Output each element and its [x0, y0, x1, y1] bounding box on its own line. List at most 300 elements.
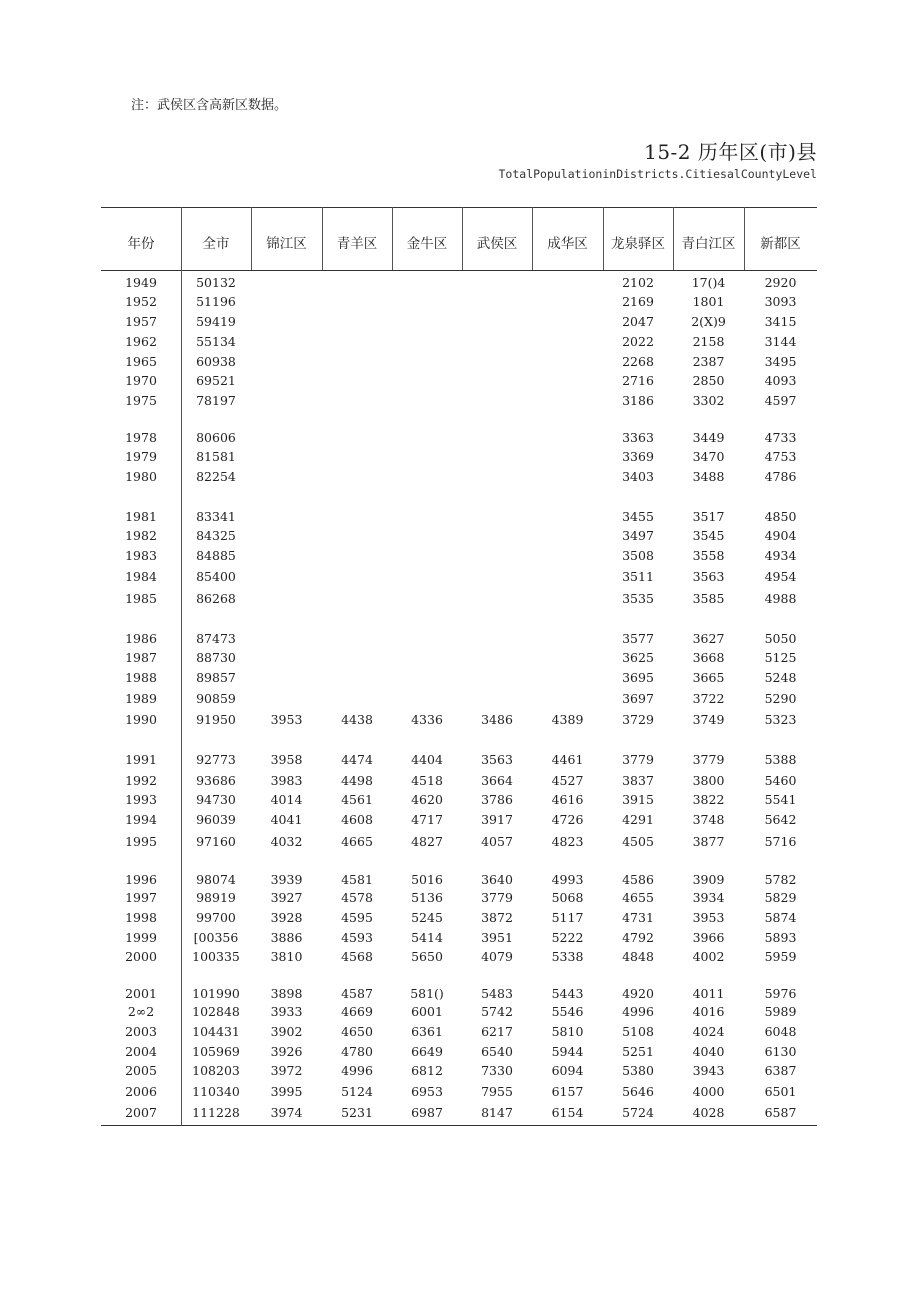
value-cell: 5460	[764, 773, 797, 788]
value-cell: 104431	[192, 1024, 240, 1039]
table-row	[101, 986, 817, 1004]
year-cell: 2004	[125, 1044, 157, 1059]
value-cell: 4904	[764, 528, 797, 543]
year-cell: 1990	[125, 712, 157, 727]
value-cell: 4093	[764, 373, 797, 388]
value-cell: 5380	[622, 1063, 654, 1078]
value-cell: 3729	[622, 712, 654, 727]
value-cell: 4568	[341, 949, 373, 964]
value-cell: 4461	[551, 752, 584, 767]
year-cell: 1982	[125, 528, 157, 543]
value-cell: 3517	[692, 509, 725, 524]
value-cell: 4498	[341, 773, 373, 788]
value-cell: 3983	[270, 773, 303, 788]
year-cell: 1975	[125, 393, 157, 408]
value-cell: 4389	[551, 712, 584, 727]
table-row	[101, 812, 817, 830]
year-cell: 2001	[125, 986, 157, 1001]
value-cell: 50132	[196, 275, 236, 290]
value-cell: 3927	[270, 890, 303, 905]
header-rule	[101, 270, 817, 271]
value-cell: 98919	[196, 890, 236, 905]
value-cell: 3369	[622, 449, 654, 464]
value-cell: 5483	[481, 986, 513, 1001]
table-row	[101, 872, 817, 890]
table-row	[101, 1024, 817, 1042]
table-row	[101, 373, 817, 391]
table-row	[101, 1004, 817, 1022]
value-cell: 4753	[764, 449, 797, 464]
table-row	[101, 1044, 817, 1062]
value-cell: 91950	[196, 712, 236, 727]
value-cell: [00356	[193, 930, 239, 945]
value-cell: 3495	[764, 354, 797, 369]
value-cell: 102848	[192, 1004, 240, 1019]
value-cell: 55134	[196, 334, 236, 349]
value-cell: 3877	[692, 834, 725, 849]
value-cell: 5650	[411, 949, 443, 964]
value-cell: 2047	[622, 314, 654, 329]
value-cell: 59419	[196, 314, 236, 329]
value-cell: 5290	[764, 691, 797, 706]
value-cell: 98074	[196, 872, 236, 887]
header-jinjiang: 锦江区	[266, 236, 307, 252]
value-cell: 3665	[692, 670, 725, 685]
value-cell: 4518	[411, 773, 443, 788]
value-cell: 2716	[622, 373, 654, 388]
value-cell: 4011	[692, 986, 725, 1001]
value-cell: 4608	[341, 812, 373, 827]
value-cell: 3577	[622, 631, 654, 646]
table-row	[101, 528, 817, 546]
value-cell: 3625	[622, 650, 654, 665]
value-cell: 5829	[764, 890, 797, 905]
value-cell: 3915	[622, 792, 654, 807]
value-cell: 5810	[551, 1024, 584, 1039]
value-cell: 3497	[622, 528, 654, 543]
table-row	[101, 275, 817, 293]
value-cell: 4726	[551, 812, 584, 827]
year-cell: 1994	[125, 812, 157, 827]
value-cell: 5222	[551, 930, 584, 945]
value-cell: 4993	[551, 872, 584, 887]
value-cell: 3585	[692, 591, 725, 606]
year-cell: 1962	[125, 334, 157, 349]
value-cell: 101990	[192, 986, 240, 1001]
value-cell: 78197	[196, 393, 236, 408]
table-row	[101, 773, 817, 791]
value-cell: 3953	[692, 910, 725, 925]
value-cell: 4581	[341, 872, 373, 887]
table-row	[101, 469, 817, 487]
value-cell: 3966	[692, 930, 725, 945]
year-cell: 1983	[125, 548, 157, 563]
value-cell: 5245	[411, 910, 443, 925]
year-cell: 1957	[125, 314, 157, 329]
value-cell: 5323	[764, 712, 797, 727]
value-cell: 5016	[411, 872, 443, 887]
value-cell: 108203	[192, 1063, 240, 1078]
header-year: 年份	[127, 236, 155, 252]
value-cell: 4587	[341, 986, 373, 1001]
value-cell: 4823	[551, 834, 584, 849]
table-row	[101, 752, 817, 770]
value-cell: 3144	[764, 334, 797, 349]
value-cell: 111228	[192, 1105, 240, 1120]
value-cell: 7330	[481, 1063, 513, 1078]
value-cell: 1801	[692, 294, 725, 309]
value-cell: 3972	[270, 1063, 303, 1078]
header-jinniu: 金牛区	[406, 236, 448, 252]
value-cell: 4650	[341, 1024, 373, 1039]
value-cell: 3415	[764, 314, 797, 329]
value-cell: 3093	[764, 294, 797, 309]
top-rule	[101, 207, 817, 208]
year-cell: 1965	[125, 354, 157, 369]
value-cell: 2387	[692, 354, 725, 369]
value-cell: 3902	[270, 1024, 303, 1039]
footnote: 注：武侯区含高新区数据。	[131, 98, 288, 113]
year-cell: 1952	[125, 294, 157, 309]
year-cell: 1981	[125, 509, 157, 524]
table-row	[101, 314, 817, 332]
value-cell: 5248	[764, 670, 797, 685]
value-cell: 3558	[692, 548, 725, 563]
value-cell: 6130	[764, 1044, 797, 1059]
value-cell: 6587	[764, 1105, 797, 1120]
value-cell: 3563	[692, 569, 725, 584]
value-cell: 100335	[192, 949, 240, 964]
value-cell: 4002	[692, 949, 725, 964]
year-cell: 1985	[125, 591, 157, 606]
value-cell: 4616	[551, 792, 584, 807]
value-cell: 3926	[270, 1044, 303, 1059]
year-cell: 1949	[125, 275, 157, 290]
value-cell: 3363	[622, 430, 654, 445]
year-cell: 1998	[125, 910, 157, 925]
value-cell: 87473	[196, 631, 236, 646]
value-cell: 2268	[622, 354, 654, 369]
value-cell: 3779	[692, 752, 725, 767]
table-row	[101, 834, 817, 852]
value-cell: 5108	[622, 1024, 654, 1039]
value-cell: 4041	[270, 812, 303, 827]
value-cell: 6812	[411, 1063, 443, 1078]
value-cell: 5338	[551, 949, 584, 964]
value-cell: 4595	[341, 910, 373, 925]
value-cell: 85400	[196, 569, 236, 584]
value-cell: 6157	[551, 1084, 584, 1099]
table-row	[101, 591, 817, 609]
value-cell: 4733	[764, 430, 797, 445]
year-cell: 2005	[125, 1063, 157, 1078]
value-cell: 5124	[341, 1084, 373, 1099]
value-cell: 99700	[196, 910, 236, 925]
year-cell: 1993	[125, 792, 157, 807]
table-row	[101, 430, 817, 448]
value-cell: 5443	[551, 986, 584, 1001]
value-cell: 6001	[411, 1004, 443, 1019]
value-cell: 4000	[692, 1084, 725, 1099]
value-cell: 5944	[551, 1044, 584, 1059]
value-cell: 6540	[481, 1044, 513, 1059]
value-cell: 581()	[410, 986, 444, 1001]
value-cell: 3951	[481, 930, 513, 945]
bottom-rule	[101, 1125, 817, 1126]
value-cell: 4780	[341, 1044, 373, 1059]
header-chenghua: 成华区	[547, 236, 588, 252]
value-cell: 82254	[196, 469, 236, 484]
value-cell: 92773	[196, 752, 236, 767]
value-cell: 17()4	[691, 275, 726, 290]
value-cell: 4786	[764, 469, 797, 484]
year-cell: 1987	[125, 650, 157, 665]
value-cell: 4586	[622, 872, 654, 887]
value-cell: 5231	[341, 1105, 373, 1120]
value-cell: 3695	[622, 670, 654, 685]
value-cell: 4731	[622, 910, 654, 925]
value-cell: 4827	[411, 834, 443, 849]
value-cell: 4527	[551, 773, 584, 788]
value-cell: 5068	[551, 890, 584, 905]
table-row	[101, 548, 817, 566]
year-cell: 2007	[125, 1105, 157, 1120]
value-cell: 6154	[551, 1105, 584, 1120]
value-cell: 4593	[341, 930, 373, 945]
value-cell: 5546	[551, 1004, 584, 1019]
table-row	[101, 949, 817, 967]
table-row	[101, 1105, 817, 1123]
year-cell: 1995	[125, 834, 157, 849]
header-qingbaijiang: 青白江区	[681, 236, 736, 252]
value-cell: 6094	[551, 1063, 584, 1078]
year-cell: 1999	[125, 930, 157, 945]
value-cell: 5782	[764, 872, 797, 887]
value-cell: 3486	[481, 712, 513, 727]
table-row	[101, 1084, 817, 1102]
year-cell: 1988	[125, 670, 157, 685]
value-cell: 5989	[764, 1004, 797, 1019]
value-cell: 89857	[196, 670, 236, 685]
value-cell: 3779	[481, 890, 513, 905]
value-cell: 94730	[196, 792, 236, 807]
value-cell: 3943	[692, 1063, 725, 1078]
value-cell: 3722	[692, 691, 725, 706]
value-cell: 5125	[764, 650, 797, 665]
table-row	[101, 792, 817, 810]
value-cell: 4505	[622, 834, 654, 849]
year-cell: 1992	[125, 773, 157, 788]
value-cell: 84325	[196, 528, 236, 543]
year-cell: 1997	[125, 890, 157, 905]
value-cell: 60938	[196, 354, 236, 369]
value-cell: 3535	[622, 591, 654, 606]
population-table	[101, 207, 817, 1126]
value-cell: 86268	[196, 591, 236, 606]
value-cell: 2(X)9	[691, 314, 726, 329]
value-cell: 4988	[764, 591, 797, 606]
value-cell: 4079	[481, 949, 513, 964]
value-cell: 3958	[270, 752, 303, 767]
year-cell: 1986	[125, 631, 157, 646]
value-cell: 3563	[481, 752, 513, 767]
value-cell: 3995	[270, 1084, 303, 1099]
value-cell: 3668	[692, 650, 725, 665]
value-cell: 4665	[341, 834, 373, 849]
value-cell: 3974	[270, 1105, 303, 1120]
value-cell: 6048	[764, 1024, 797, 1039]
value-cell: 5117	[551, 910, 584, 925]
header-qingyang: 青羊区	[336, 236, 378, 252]
table-row	[101, 393, 817, 411]
table-row	[101, 712, 817, 730]
value-cell: 88730	[196, 650, 236, 665]
table-subtitle: TotalPopulationinDistricts.CitiesalCountyLevel	[498, 167, 817, 181]
value-cell: 3545	[692, 528, 725, 543]
value-cell: 3934	[692, 890, 725, 905]
header-city-total: 全市	[202, 236, 230, 252]
value-cell: 3909	[692, 872, 725, 887]
value-cell: 4620	[411, 792, 443, 807]
value-cell: 5388	[764, 752, 797, 767]
value-cell: 6361	[411, 1024, 443, 1039]
value-cell: 3449	[692, 430, 725, 445]
value-cell: 4954	[764, 569, 797, 584]
value-cell: 7955	[481, 1084, 513, 1099]
value-cell: 3917	[481, 812, 513, 827]
year-cell: 2006	[125, 1084, 157, 1099]
table-row	[101, 1063, 817, 1081]
year-cell: 2000	[125, 949, 157, 964]
value-cell: 5724	[622, 1105, 654, 1120]
value-cell: 3640	[481, 872, 513, 887]
table-row	[101, 930, 817, 948]
value-cell: 6953	[411, 1084, 443, 1099]
value-cell: 4597	[764, 393, 797, 408]
value-cell: 3302	[692, 393, 725, 408]
value-cell: 4920	[622, 986, 654, 1001]
value-cell: 4934	[764, 548, 797, 563]
value-cell: 96039	[196, 812, 236, 827]
value-cell: 6649	[411, 1044, 443, 1059]
value-cell: 4717	[411, 812, 443, 827]
value-cell: 51196	[196, 294, 236, 309]
value-cell: 2169	[622, 294, 654, 309]
header-xindu: 新都区	[760, 236, 801, 252]
table-row	[101, 354, 817, 372]
value-cell: 5893	[764, 930, 797, 945]
value-cell: 97160	[196, 834, 236, 849]
value-cell: 4032	[270, 834, 303, 849]
value-cell: 4028	[692, 1105, 725, 1120]
value-cell: 4040	[692, 1044, 725, 1059]
value-cell: 4578	[341, 890, 373, 905]
year-cell: 1978	[125, 430, 157, 445]
table-row	[101, 691, 817, 709]
table-row	[101, 569, 817, 587]
value-cell: 2102	[622, 275, 654, 290]
header-longquanyi: 龙泉驿区	[611, 236, 665, 252]
value-cell: 3511	[622, 569, 654, 584]
value-cell: 105969	[192, 1044, 240, 1059]
value-cell: 3886	[270, 930, 303, 945]
table-row	[101, 670, 817, 688]
year-cell: 1996	[125, 872, 157, 887]
value-cell: 3800	[692, 773, 725, 788]
value-cell: 2022	[622, 334, 654, 349]
value-cell: 3697	[622, 691, 654, 706]
value-cell: 2850	[692, 373, 725, 388]
value-cell: 4014	[270, 792, 303, 807]
value-cell: 3822	[692, 792, 725, 807]
table-row	[101, 509, 817, 527]
year-cell: 1980	[125, 469, 157, 484]
value-cell: 5716	[764, 834, 797, 849]
value-cell: 4024	[692, 1024, 725, 1039]
value-cell: 3933	[270, 1004, 303, 1019]
table-row	[101, 910, 817, 928]
value-cell: 110340	[192, 1084, 240, 1099]
header-wuhou: 武侯区	[476, 236, 518, 252]
value-cell: 6217	[481, 1024, 513, 1039]
value-cell: 3455	[622, 509, 654, 524]
value-cell: 4996	[341, 1063, 373, 1078]
value-cell: 3837	[622, 773, 654, 788]
value-cell: 4792	[622, 930, 654, 945]
value-cell: 4404	[411, 752, 443, 767]
value-cell: 4057	[481, 834, 513, 849]
year-cell: 1991	[125, 752, 157, 767]
value-cell: 4016	[692, 1004, 725, 1019]
value-cell: 3403	[622, 469, 654, 484]
value-cell: 83341	[196, 509, 236, 524]
value-cell: 3748	[692, 812, 725, 827]
year-cell: 1984	[125, 569, 157, 584]
value-cell: 3470	[692, 449, 725, 464]
year-cell: 1979	[125, 449, 157, 464]
value-cell: 3872	[481, 910, 513, 925]
table-row	[101, 334, 817, 352]
value-cell: 4848	[622, 949, 654, 964]
value-cell: 3928	[270, 910, 303, 925]
value-cell: 8147	[481, 1105, 513, 1120]
value-cell: 3810	[270, 949, 303, 964]
value-cell: 3786	[481, 792, 513, 807]
value-cell: 5642	[764, 812, 797, 827]
table-row	[101, 294, 817, 312]
value-cell: 2158	[692, 334, 725, 349]
value-cell: 3488	[692, 469, 725, 484]
year-cell: 1989	[125, 691, 157, 706]
value-cell: 5136	[411, 890, 443, 905]
value-cell: 6387	[764, 1063, 797, 1078]
value-cell: 4438	[341, 712, 373, 727]
value-cell: 80606	[196, 430, 236, 445]
value-cell: 4561	[341, 792, 373, 807]
table-row	[101, 449, 817, 467]
year-cell: 2∞2	[127, 1004, 155, 1019]
value-cell: 93686	[196, 773, 236, 788]
value-cell: 4291	[622, 812, 654, 827]
value-cell: 4996	[622, 1004, 654, 1019]
value-cell: 3508	[622, 548, 654, 563]
value-cell: 5646	[622, 1084, 654, 1099]
value-cell: 3749	[692, 712, 725, 727]
table-row	[101, 890, 817, 908]
year-cell: 1970	[125, 373, 157, 388]
value-cell: 4669	[341, 1004, 373, 1019]
value-cell: 5251	[622, 1044, 654, 1059]
